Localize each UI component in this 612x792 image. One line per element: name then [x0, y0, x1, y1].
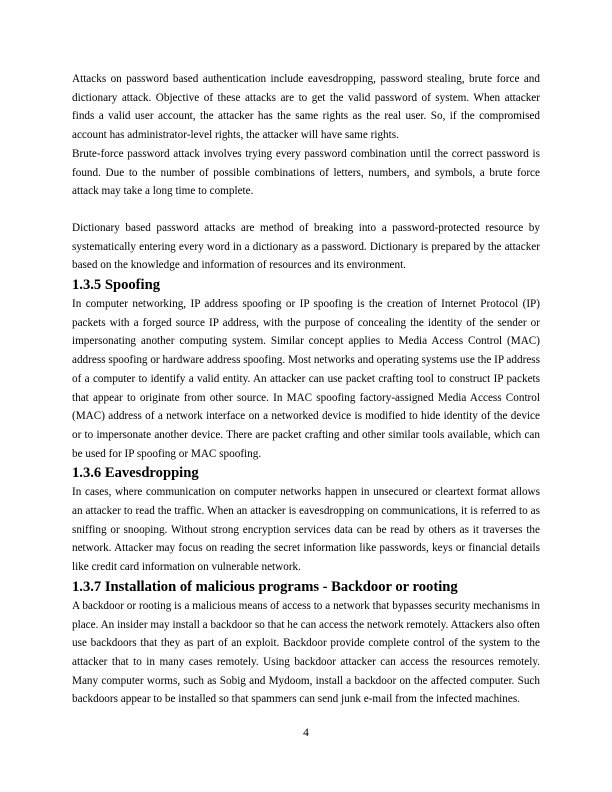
section-heading-eavesdropping: 1.3.6 Eavesdropping: [72, 465, 199, 482]
intro-paragraph-dictionary: Dictionary based password attacks are method of breaking into a password-protected resource by systematically entering every word in a dictionary as a password. Dictionary is prepared by the attacker based on the knowledge and information of resources and its environment.: [72, 221, 540, 272]
section-heading-backdoor: 1.3.7 Installation of malicious programs - Backdoor or rooting: [72, 578, 458, 595]
section-body-eavesdropping: In cases, where communication on computer networks happen in unsecured or cleartext format allows an attacker to read the traffic. When an attacker is eavesdropping on communications, it is referred to as sniffing or snooping. Without strong encryption services data can be read by others as it traverses the network. Attacker may focus on reading the secret information like passwords, keys or financial details like credit card information on vulnerable network.: [72, 486, 540, 574]
page-number: 4: [303, 727, 309, 739]
intro-paragraph-brute-force: Brute-force password attack involves trying every password combination until the correct password is found. Due to the number of possible combinations of letters, numbers, and symbols, a brute force attack may take a long time to complete.: [72, 147, 540, 198]
section-body-spoofing: In computer networking, IP address spoofing or IP spoofing is the creation of Internet Protocol (IP) packets with a forged source IP address, with the purpose of concealing the identity of the sender or impersonating another computing system. Similar concept applies to Media Access Control (MAC) address spoofing or hardware address spoofing. Most networks and operating systems use the IP address of a computer to identify a valid entity. An attacker can use packet crafting tool to construct IP packets that appear to originate from other source. In MAC spoofing factory-assigned Media Access Control (MAC) address of a network interface on a networked device is modified to hide identity of the device or to impersonate another device. There are packet crafting and other similar tools available, which can be used for IP spoofing or MAC spoofing.: [72, 298, 540, 460]
intro-paragraph-attacks: Attacks on password based authentication include eavesdropping, password stealing, brute force and dictionary attack. Objective of these attacks are to get the valid password of system. When attacker finds a valid user account, the attacker has the same rights as the real user. So, if the compromised account has administrator-level rights, the attacker will have same rights.: [72, 73, 540, 142]
paragraph-gap: [72, 201, 540, 219]
document-page: [72, 70, 540, 709]
section-heading-spoofing: 1.3.5 Spoofing: [72, 277, 160, 294]
section-body-backdoor: A backdoor or rooting is a malicious means of access to a network that bypasses security mechanisms in place. An insider may install a backdoor so that he can access the network remotely. Attackers also often use backdoors that they as part of an exploit. Backdoor provide complete control of the system to the attacker that to in many cases remotely. Using backdoor attacker can access the resources remotely. Many computer worms, such as Sobig and Mydoom, install a backdoor on the affected computer. Such backdoors appear to be installed so that spammers can send junk e-mail from the infected machines.: [72, 599, 540, 706]
